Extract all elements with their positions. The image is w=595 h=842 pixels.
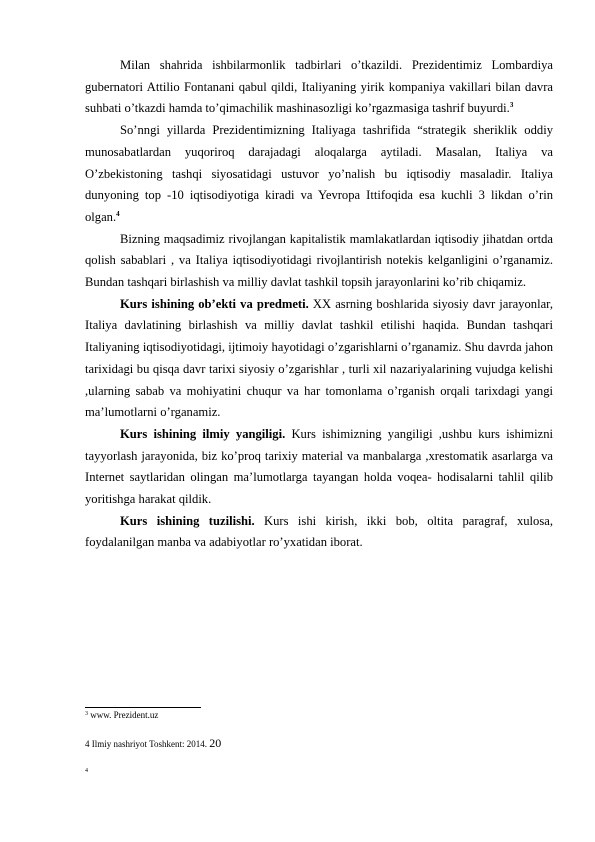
footnote-mark: 3 bbox=[85, 711, 88, 717]
paragraph-goal bbox=[85, 229, 553, 294]
paragraph-object-subject bbox=[85, 294, 553, 424]
paragraph-text: Milan shahrida ishbilarmonlik tadbirlari o’tkazildi. Prezidentimiz Lombardiya gubernatori Attilio Fontanani qabul qildi, Italiyaning yirik kompaniya vakillari bilan davra suhbati o’tkazdi hamda to’qimachilik mashinasozligi ko’rgazmasiga tashrif buyurdi. bbox=[85, 58, 553, 116]
footnote-3 bbox=[85, 709, 158, 721]
footnote-4 bbox=[85, 737, 221, 750]
footnote-ref-3[interactable]: 3 bbox=[509, 101, 514, 110]
body-text bbox=[85, 55, 553, 554]
paragraph-italy-visit bbox=[85, 120, 553, 229]
footnote-page: 20 bbox=[209, 736, 222, 750]
paragraph-text: Kurs ishi kirish, ikki bob, oltita paragraf, xulosa, foydalanilgan manba va adabiyotlar ro’yxatidan iborat. bbox=[85, 513, 553, 550]
footnote-text: www. Prezident.uz bbox=[88, 710, 159, 720]
paragraph-heading: Kurs ishining tuzilishi. bbox=[120, 513, 255, 528]
footnote-mark-4: 4 bbox=[85, 768, 88, 774]
paragraph-heading: Kurs ishining ob’ekti va predmeti. bbox=[120, 296, 309, 311]
paragraph-milan bbox=[85, 55, 553, 120]
paragraph-text: Bizning maqsadimiz rivojlangan kapitalistik mamlakatlardan iqtisodiy jihatdan ortda qolish sabablari , va Italiya iqtisodiyotidagi rivojlantirish notekis kelganligini o’rganamiz. Bundan tashqari birlashish va milliy davlat tashkil topsih jarayonlarini ko’rib chiqamiz. bbox=[85, 231, 553, 290]
footnote-text: 4 Ilmiy nashriyot Toshkent: 2014. bbox=[85, 739, 210, 749]
paragraph-novelty bbox=[85, 424, 553, 511]
paragraph-text: XX asrning boshlarida siyosiy davr jarayonlar, Italiya davlatining birlashish va milliy davlat tashkil etilishi haqida. Bundan tashqari Italiyaning iqtisodiyotidagi, ijtimoiy hayotidagi o’zgarishlarni o’rganamiz. Shu davrda jahon tarixidagi bu qisqa davr tarixi siyosiy o’zgarishlar , turli xil nazariyalarining vujudga kelishi ,ularning sabab va mohiyatini chuqur va har tomonlama o’rganish orqali tarixdagi yangi ma’lumotlarni o’rganamiz. bbox=[85, 296, 553, 420]
paragraph-structure bbox=[85, 511, 553, 554]
paragraph-text: Kurs ishimizning yangiligi ,ushbu kurs ishimizni tayyorlash jarayonida, biz ko’proq tarixiy material va manbalarga ,xrestomatik asarlarga va Internet saytlaridan olingan ma’lumotlarga tayangan holda voqea- hodisalarni tahlil qilib yoritishga harakat qildik. bbox=[85, 426, 553, 507]
paragraph-text: So’nngi yillarda Prezidentimizning Italiyaga tashrifida “strategik sheriklik oddiy munosabatlardan yuqoriroq darajadagi aloqalarga aytiladi. Masalan, Italiya va O’zbekistoning tashqi siyosatidagi ustuvor yo’nalish bu iqtisodiy masaladir. Italiya dunyoning top -10 iqtisodiyotiga kiradi va Yevropa Ittifoqida esa kuchli 3 likdan o’rin olgan. bbox=[85, 123, 553, 224]
paragraph-heading: Kurs ishining ilmiy yangiligi. bbox=[120, 426, 286, 441]
footnote-separator bbox=[85, 707, 201, 708]
footnote-ref-4[interactable]: 4 bbox=[116, 209, 120, 218]
